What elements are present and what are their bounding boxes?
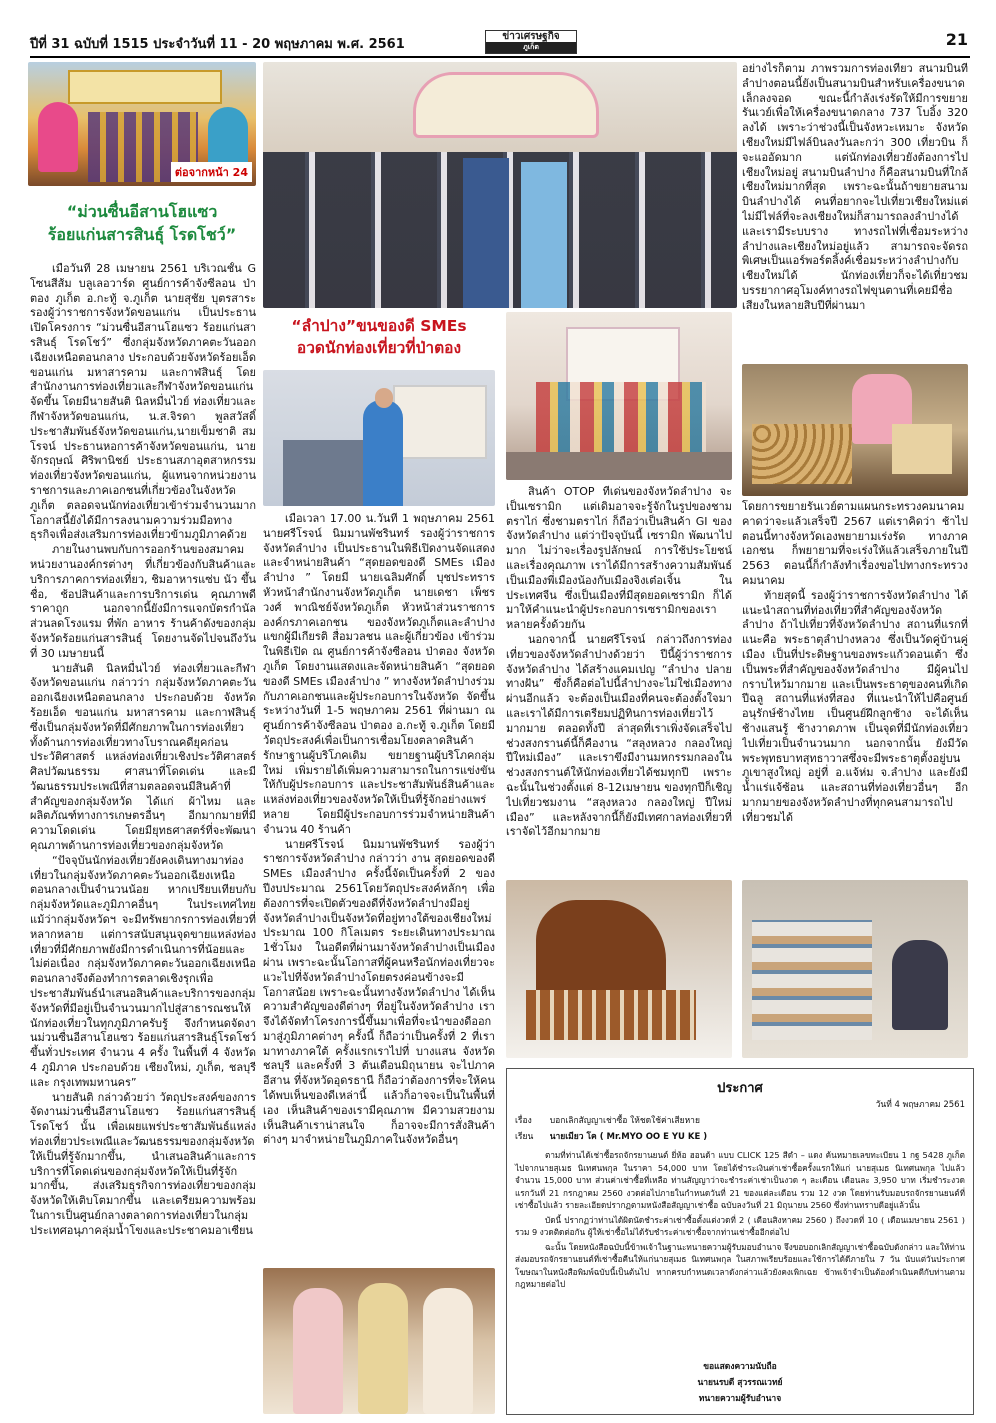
otop-shop-photo bbox=[742, 364, 968, 496]
event-stage-photo bbox=[28, 62, 256, 186]
article2-paragraph: โดยการขยายรันเวย์ตามแผนกระทรวงคมนาคม คาดว่าจะแล้วเสร็จปี 2567 แต่เราคิดว่า ช้าไปตอนนี้ทางจังหวัดเองพยายามเร่งรัด ทางภาคเอกชน ก็พยายามที่จะเร่งให้แล้วเสร็จภายในปี 2563 ตอนนี้ก็กำลังทำเรื่องขอไปทางกระทรวงคมนาคม bbox=[742, 500, 968, 587]
notice-recipient: นายเมียว โค ( Mr.MYO OO E YU KE ) bbox=[549, 1132, 708, 1142]
logo-sub: ภูเก็ต bbox=[486, 42, 576, 53]
wooden-horse-photo bbox=[506, 880, 732, 1058]
notice-subject-label: เรื่อง bbox=[515, 1116, 532, 1126]
dance-show-photo bbox=[506, 312, 732, 480]
article2-column-4-bottom bbox=[742, 500, 968, 875]
article2-headline-line2: อวดนักท่องเที่ยวที่ป่าตอง bbox=[296, 339, 462, 357]
article2-column-3 bbox=[506, 485, 732, 875]
continued-caption: ต่อจากหน้า 24 bbox=[171, 162, 252, 182]
article1-headline-line2: ร้อยแก่นสารสินธุ์ โรดโชว์” bbox=[47, 225, 237, 244]
page-number: 21 bbox=[945, 30, 968, 49]
notice-to-label: เรียน bbox=[515, 1132, 534, 1142]
notice-subject: บอกเลิกสัญญาเช่าซื้อ ให้ชดใช้ค่าเสียหาย bbox=[549, 1116, 700, 1126]
issue-line: ปีที่ 31 ฉบับที่ 1515 ประจำวันที่ 11 - 20 พฤษภาคม พ.ศ. 2561 bbox=[30, 37, 405, 52]
notice-subject-row bbox=[515, 1113, 700, 1127]
article2-column-4-top bbox=[742, 62, 968, 360]
article2-paragraph: ท้ายสุดนี้ รองผู้ว่าราชการจังหวัดลำปาง ได้แนะนำสถานที่ท่องเที่ยวที่สำคัญของจังหวัดลำปาง ถ้าไปเที่ยวที่จังหวัดลำปาง สถานที่แรกที่แนะคือ พระธาตุลำปางหลวง ซึ่งเป็นวัดคู่บ้านคู่เมือง เป็นที่ประดิษฐานของพระแก้วดอนเต้า ซึ่งเป็นพระที่สำคัญของจังหวัดลำปาง มีผู้คนไปกราบไหว้มากมาย และเป็นพระธาตุของคนที่เกิดปีฉลู สถานที่แห่งที่สอง ที่แนะนำให้ไปคือศูนย์อนุรักษ์ช้างไทย เป็นศูนย์ฝึกลูกช้าง จะได้เห็นช้างแสนรู้ ช้างวาดภาพ เป็นจุดที่มีนักท่องเที่ยวไปเที่ยวเป็นจำนวนมาก นอกจากนั้น ยังมีวัดพระพุทธบาทสุทธาวาสซึ่งจะมีพระธาตุตั้งอยู่บนภูเขาสูงใหญ่ อยู่ที่ อ.แจ้ห่ม จ.ลำปาง และยังมีน้ำแร่แจ้ซ้อน และสถานที่ท่องเที่ยวอื่นๆ อีกมากมายของจังหวัดลำปางที่ทุกคนสามารถไปเที่ยวชมได้ bbox=[742, 588, 968, 824]
article2-column-2 bbox=[263, 512, 495, 1264]
article2-headline bbox=[263, 315, 495, 359]
notice-signer-title: ทนายความผู้รับอำนาจ bbox=[698, 1394, 782, 1404]
ceramics-stall-photo bbox=[742, 880, 968, 1058]
article1-paragraph: “ปัจจุบันนักท่องเที่ยวยังคงเดินทางมาท่องเที่ยวในกลุ่มจังหวัดภาคตะวันออกเฉียงเหนือตอนกลางเป็นจำนวนน้อย หากเปรียบเทียบกับกลุ่มจังหวัดและภูมิภาคอื่นๆ ในประเทศไทย แม้ว่ากลุ่มจังหวัดฯ จะมีทรัพยากรการท่องเที่ยวที่หลากหลาย แต่การสนับสนุนจุดขายแหล่งท่องเที่ยวที่มีศักยภาพยังมีการดำเนินการที่น้อยและไม่ต่อเนื่อง กลุ่มจังหวัดภาคตะวันออกเฉียงเหนือตอนกลางจึงต้องทำการตลาดเชิงรุกเพื่อประชาสัมพันธ์นำเสนอสินค้าและบริการของกลุ่มจังหวัดที่มีอยู่เป็นจำนวนมากไปสู่สาธารณชนให้นักท่องเที่ยวในทุกภูมิภาครับรู้ จึงกำหนดจัดงานม่วนซื่นอีสานโฮแซว ร้อยแก่นสารสินธุ์โรดโชว์ขึ้นทั่วประเทศ จำนวน 4 ครั้ง ในพื้นที่ 4 จังหวัด 4 ภูมิภาค ประกอบด้วย เชียงใหม่, ภูเก็ต, ชลบุรี และ กรุงเทพมหานคร” bbox=[30, 853, 256, 1089]
legal-notice-box bbox=[506, 1068, 974, 1415]
newspaper-logo bbox=[485, 30, 577, 54]
article2-paragraph: อย่างไรก็ตาม ภาพรวมการท่องเที่ยว สนามบินที่ลำปางตอนนี้ยังเป็นสนามบินสำหรับเครื่องขนาดเล็กลงจอด ขณะนี้กำลังเร่งรัดให้มีการขยายรันเวย์เพื่อให้เครื่องขนาดกลาง 737 โบอิ้ง 320 ลงได้ เพราะว่าช่วงนี้เป็นจังหวะเหมาะ จังหวัดเชียงใหม่มีไฟล์บินลงวันละกว่า 300 เที่ยวบิน ก็จะแออัดมาก แต่นักท่องเที่ยวยังต้องการไปเชียงใหม่อยู่ สนามบินลำปาง ก็คือสนามบินที่ใกล้เชียงใหม่มากที่สุด เพราะฉะนั้นถ้าขยายสนามบินลำปางได้ คนที่อยากจะไปเที่ยวเชียงใหม่แต่ไม่มีไฟล์ที่จะลงเชียงใหม่ก็สามารถลงลำปางได้ และเรามีระบบราง ทางรถไฟที่เชื่อมระหว่างลำปางและเชียงใหม่อยู่แล้ว สามารถจะจัดรถพิเศษเป็นแอร์พอร์ตลิ้งค์เชื่อมระหว่างลำปางกับเชียงใหม่ได้ นักท่องเที่ยวก็จะได้เที่ยวชมบรรยากาศอุโมงค์ทางรถไฟขุนตานที่เคยมีชื่อเสียงในหลายสิบปีที่ผ่านมา bbox=[742, 62, 968, 312]
notice-closing: ขอแสดงความนับถือ bbox=[703, 1362, 777, 1372]
notice-title: ประกาศ bbox=[717, 1081, 763, 1096]
logo-text: ข่าวเศรษฐกิจ bbox=[502, 31, 560, 42]
article2-paragraph: นอกจากนี้ นายศรีโรจน์ กล่าวถึงการท่องเที่ยวของจังหวัดลำปางด้วยว่า ปีนี้ผู้ว่าราชการจังหวัดลำปาง ได้สร้างแคมเปญ “ลำปาง ปลายทางฝัน” ซึ่งก็คือต่อไปนี้ลำปางจะไม่ใช่เมืองทางผ่านอีกแล้ว จะต้องเป็นเมืองที่คนจะต้องตั้งใจมา และเราได้มีการเตรียมปฏิทินการท่องเที่ยวไว้มากมาย ตลอดทั้งปี ล่าสุดที่เราเพิ่งจัดเสร็จไปช่วงสงกรานต์นี้ก็คืองาน “สลุงหลวง กลองใหญ่ ปีใหม่เมือง” และเราขึงมีงานมหกรรมกลองในช่วงสงกรานต์ให้นักท่องเที่ยวได้ชมทุกปี เพราะฉะนั้นในช่วงตั้งแต่ 8-12เมษายน ของทุกปีก็เชิญไปเที่ยวชมงาน “สลุงหลวง กลองใหญ่ ปีใหม่เมือง” และหลังจากนี้ก็ยังมีเทศกาลท่องเที่ยวที่เราจัดไว้อีกมากมาย bbox=[506, 632, 732, 839]
notice-paragraph: ฉะนั้น โดยหนังสือฉบับนี้ข้าพเจ้าในฐานะทนายความผู้รับมอบอำนาจ จึงขอบอกเลิกสัญญาเช่าซื้อฉบับดังกล่าว และให้ท่านส่งมอบรถจักรยานยนต์ที่เช่าซื้อคืนให้แก่นายสุเมธ นิเทศนพกุล ในสภาพเรียบร้อยและใช้การได้ดีภายใน 7 วัน นับแต่วันประกาศโฆษณาในหนังสือพิมพ์ฉบับนี้เป็นต้นไป หากครบกำหนดเวลาดังกล่าวแล้วยังคงเพิกเฉย ข้าพเจ้าจำเป็นต้องดำเนินคดีกับท่านตามกฎหมายต่อไป bbox=[515, 1241, 965, 1289]
article2-paragraph: สินค้า OTOP ที่เด่นของจังหวัดลำปาง จะเป็นเซรามิก แต่เดิมอาจจะรู้จักในรูปของชามตราไก่ ซึ่งชามตราไก่ ก็ถือว่าเป็นสินค้า GI ของจังหวัดลำปาง แต่ว่าปัจจุบันนี้ เซรามิก พัฒนาไปมาก ไม่ว่าจะเรื่องรูปลักษณ์ การใช้ประโยชน์ และเรื่องคุณภาพ เราได้มีการสร้างความสัมพันธ์เป็นเมืองพี่เมืองน้องกับเมืองจิงเต๋อเจิ้น ในประเทศจีน ซึ่งเป็นเมืองที่มีสุดยอดเซรามิก ก็ได้มาให้คำแนะนำผู้ประกอบการเซรามิกของเรา หลายครั้งด้วยกัน bbox=[506, 485, 732, 632]
article1-paragraph: เมื่อวันที่ 28 เมษายน 2561 บริเวณชั้น G โซนสีส้ม บลูเลอวาร์ด ศูนย์การค้าจังซีลอน ป่าตอง ภูเก็ต อ.กะทู้ จ.ภูเก็ต นายสุชัย บุตรสาระ รองผู้ว่าราชการจังหวัดขอนแก่น เป็นประธานเปิดโครงการ “ม่วนซื่นอีสานโฮแซว ร้อยแก่นสารสินธุ์ โรดโชว์” ซึ่งกลุ่มจังหวัดภาคตะวันออกเฉียงเหนือตอนกลาง ประกอบด้วยจังหวัดร้อยเอ็ด ขอนแก่น มหาสารคาม และกาฬสินธุ์ โดยสำนักงานการท่องเที่ยวและกีฬาจังหวัดขอนแก่นจัดขึ้น โดยมีนายสันติ นิลหมื่นไวย์ ท่องเที่ยวและกีฬาจังหวัดขอนแก่น, น.ส.จิรดา พูลสวัสดิ์ ประชาสัมพันธ์จังหวัดขอนแก่น,นายเข็มชาติ สมโรจน์ ประธานหอการค้าจังหวัดขอนแก่น, นายจักรฤษณ์ ศิริพานิชย์ ประธานสภาอุตสาหกรรมท่องเที่ยวจังหวัดขอนแก่น, ผู้แทนจากหน่วยงานราชการและภาคเอกชนที่เกี่ยวข้องในจังหวัดภูเก็ต ตลอดจนนักท่องเที่ยวเข้าร่วมจำนวนมาก โอกาสนี้ยังได้มีการลงนามความร่วมมือทางธุรกิจเพื่อส่งเสริมการท่องเที่ยวข้ามภูมิภาคด้วย bbox=[30, 262, 256, 542]
notice-date: วันที่ 4 พฤษภาคม 2561 bbox=[875, 1100, 965, 1110]
speaker-podium-photo bbox=[263, 370, 495, 506]
article1-paragraph: ภายในงานพบกับการออกร้านของสมาคมหน่วยงานองค์กรต่างๆ ที่เกี่ยวข้องกับสินค้าและบริการภาคการท่องเที่ยว, ชิมอาหารแซ่บ นัว ขึ้นชื่อ, ช้อปสินค้าและการบริการเด่น คุณภาพดี ราคาถูก นอกจากนี้ยังมีการแจกบัตรกำนัล ส่วนลดโรงแรม ที่พัก อาหาร ร้านค้าดังของกลุ่มจังหวัดร้อยแก่นสารสินธุ์ โดยงานจัดไปจนถึงวันที่ 30 เมษายนนี้ bbox=[30, 543, 256, 660]
notice-paragraph: บัดนี้ ปรากฏว่าท่านได้ผิดนัดชำระค่าเช่าซื้อตั้งแต่งวดที่ 2 ( เดือนสิงหาคม 2560 ) ถึงงวดที่ 10 ( เดือนเมษายน 2561 ) รวม 9 งวดติดต่อกัน ผู้ให้เช่าซื้อไม่ได้รับชำระค่าเช่าซื้อจากท่านเช่าซื้ออีกต่อไป bbox=[515, 1214, 965, 1237]
article1-paragraph: นายสันติ กล่าวด้วยว่า วัตถุประสงค์ของการจัดงานม่วนซื่นอีสานโฮแซว ร้อยแก่นสารสินธุ์ โรดโชว์ นั้น เพื่อเผยแพร่ประชาสัมพันธ์แหล่งท่องเที่ยวประเพณีและวัฒนธรรมของกลุ่มจังหวัดให้เป็นที่รู้จักมากขึ้น, นำเสนอสินค้าและการบริการที่โดดเด่นของกลุ่มจังหวัดให้เป็นที่รู้จักมากขึ้น, ส่งเสริมธุรกิจการท่องเที่ยวของกลุ่มจังหวัดให้เติบโตมากขึ้น และเตรียมความพร้อมในการเป็นศูนย์กลางตลาดการท่องเที่ยวในกลุ่มประเทศอนุภาคลุ่มน้ำโขงและประชาคมอาเซียน bbox=[30, 1090, 256, 1237]
article1-paragraph: นายสันติ นิลหมื่นไวย์ ท่องเที่ยวและกีฬาจังหวัดขอนแก่น กล่าวว่า กลุ่มจังหวัดภาคตะวันออกเฉียงเหนือตอนกลาง ประกอบด้วย จังหวัดร้อยเอ็ด ขอนแก่น มหาสารคาม และกาฬสินธุ์ ซึ่งเป็นกลุ่มจังหวัดที่มีศักยภาพในการท่องเที่ยว ทั้งด้านการท่องเที่ยวทางโบราณคดียุคก่อนประวัติศาสตร์ แหล่งท่องเที่ยวเชิงประวัติศาสตร์ ศิลปวัฒนธรรม ศาสนาที่โดดเด่น และมีวัฒนธรรมประเพณีที่สามตลอดจนมีสินค้าที่สำคัญของกลุ่มจังหวัด ได้แก่ ผ้าไหม และผลิตภัณฑ์ทางการเกษตรอื่นๆ อีกมากมายที่มีความโดดเด่น โดยมียุทธศาสตร์ที่จะพัฒนาคุณภาพด้านการท่องเที่ยวของกลุ่มจังหวัด bbox=[30, 661, 256, 853]
article2-paragraph: เมื่อเวลา 17.00 น.วันที่ 1 พฤษภาคม 2561 นายศรีโรจน์ นิมมานพัชรินทร์ รองผู้ว่าราชการจังหวัดลำปาง เป็นประธานในพิธีเปิดงานจัดแสดงและจำหน่ายสินค้า “สุดยอดของดี SMEs เมืองลำปาง ” โดยมี นายเฉลิมศักดิ์ บุชประทราร หัวหน้าสำนักงานจังหวัดภูเก็ต นายเดชา เพ็ชรวงศ์ พาณิชย์จังหวัดภูเก็ต หัวหน้าส่วนราชการ องค์กรภาคเอกชน ของจังหวัดภูเก็ตและลำปาง แขกผู้มีเกียรติ สื่อมวลชน และผู้เกี่ยวข้อง เข้าร่วมในพิธีเปิด ณ ศูนย์การค้าจังซีลอน ป่าตอง จังหวัดภูเก็ต โดยงานแสดงและจัดหน่ายสินค้า “สุดยอดของดี SMEs เมืองลำปาง ” ทางจังหวัดลำปางร่วมกับภาคเอกชนและผู้ประกอบการในจังหวัด จัดขึ้น ระหว่างวันที่ 1-5 พฤษภาคม 2561 ที่ผ่านมา ณ ศูนย์การค้าจังซีลอน ป่าตอง อ.กะทู้ จ.ภูเก็ต โดยมีวัตถุประสงค์เพื่อเป็นการเชื่อมโยงตลาดสินค้า รักษาฐานผู้บริโภคเดิม ขยายฐานผู้บริโภคกลุ่มใหม่ เพิ่มรายได้เพิ่มความสามารถในการแข่งขันให้กับผู้ประกอบการ และประชาสัมพันธ์สินค้าและแหล่งท่องเที่ยวของจังหวัดให้เป็นที่รู้จักอย่างแพร่หลาย โดยมีผู้ประกอบการร่วมจำหน่ายสินค้า จำนวน 40 ร้านค้า bbox=[263, 512, 495, 836]
article1-headline bbox=[30, 200, 254, 246]
notice-body bbox=[515, 1149, 965, 1293]
article1-body bbox=[30, 262, 256, 1414]
article2-paragraph: นายศรีโรจน์ นิมมานพัชรินทร์ รองผู้ว่าราชการจังหวัดลำปาง กล่าวว่า งาน สุดยอดของดี SMEs เมืองลำปาง ครั้งนี้จัดเป็นครั้งที่ 2 ของปีงบประมาณ 2561โดยวัตถุประสงค์หลักๆ เพื่อต้องการที่จะเปิดตัวของดีที่จังหวัดลำปางมีอยู่ จังหวัดลำปางเป็นจังหวัดที่อยู่ทางใต้ของเชียงใหม่ ประมาณ 100 กิโลเมตร ระยะเดินทางประมาณ 1ชั่วโมง ในอดีตที่ผ่านมาจังหวัดลำปางเป็นเมืองผ่าน เพราะฉะนั้นโอกาสที่ผู้คนหรือนักท่องเที่ยวจะแวะไปที่จังหวัดลำปางโดยตรงค่อนข้างจะมีโอกาสน้อย เพราะฉะนั้นทางจังหวัดลำปาง ได้เห็นความสำคัญของดีต่างๆ ที่อยู่ในจังหวัดลำปาง เราจึงได้จัดทำโครงการนี้ขึ้นมาเพื่อที่จะนำของดีออกมาสู่ภูมิภาคต่างๆ ครั้งนี้ ก็ถือว่าเป็นครั้งที่ 2 ที่เรามาทางภาคใต้ ครั้งแรกเราไปที่ บางแสน จังหวัดชลบุรี และครั้งที่ 3 ต้นเดือนมิถุนายน จะไปภาคอีสาน ที่จังหวัดอุดรธานี ก็ถือว่าต้องการที่จะให้คนได้พบเห็นของดีเหล่านี้ แล้วก็อาจจะเป็นในพื้นที่เอง เห็นสินค้าของเรามีคุณภาพ มีความสวยงาม เห็นสินค้าเราน่าสนใจ ก็อาจจะมีการสั่งสินค้าต่างๆ มาจำหน่ายในภูมิภาคในจังหวัดอื่นๆ bbox=[263, 837, 495, 1147]
women-traditional-dress-photo bbox=[263, 1268, 495, 1414]
header-divider bbox=[30, 56, 970, 58]
notice-to-row bbox=[515, 1129, 707, 1143]
officials-group-photo bbox=[263, 62, 737, 308]
page-header bbox=[30, 30, 970, 56]
notice-paragraph: ตามที่ท่านได้เช่าซื้อรถจักรยานยนต์ ยี่ห้อ ฮอนด้า แบบ CLICK 125 สีดำ – แดง ค้นหมายเลขทะเบียน 1 กฐ 5428 ภูเก็ต ไปจากนายสุเมธ นิเทศนพกุล ในราคา 54,000 บาท โดยได้ชำระเงินค่าเช่าซื้อครั้งแรกให้แก่ นายสุเมธ นิเทศนพกุล ไปแล้ว จำนวน 15,000 บาท ส่วนค่าเช่าซื้อที่เหลือ ท่านสัญญาว่าจะชำระค่าเช่าเป็นงวด ๆ ละเดือน เดือนละ 3,950 บาท เริ่มชำระงวดแรกวันที่ 21 กรกฎาคม 2560 งวดต่อไปภายในกำหนดวันที่ 21 ของแต่ละเดือน รวม 12 งวด โดยท่านรับมอบรถจักรยานยนต์ที่เช่าซื้อไปแล้ว รายละเอียดปรากฏตามหนังสือสัญญาเช่าซื้อ ฉบับลงวันที่ 21 มิถุนายน 2560 ซึ่งท่านทราบดีอยู่แล้วนั้น bbox=[515, 1150, 965, 1210]
article2-headline-line1: “ลำปาง”ขนของดี SMEs bbox=[291, 317, 467, 335]
article1-headline-line1: “ม่วนซื่นอีสานโฮแซว bbox=[66, 202, 218, 221]
notice-signer-name: นายนรบดี สุวรรณเวทย์ bbox=[697, 1378, 783, 1388]
